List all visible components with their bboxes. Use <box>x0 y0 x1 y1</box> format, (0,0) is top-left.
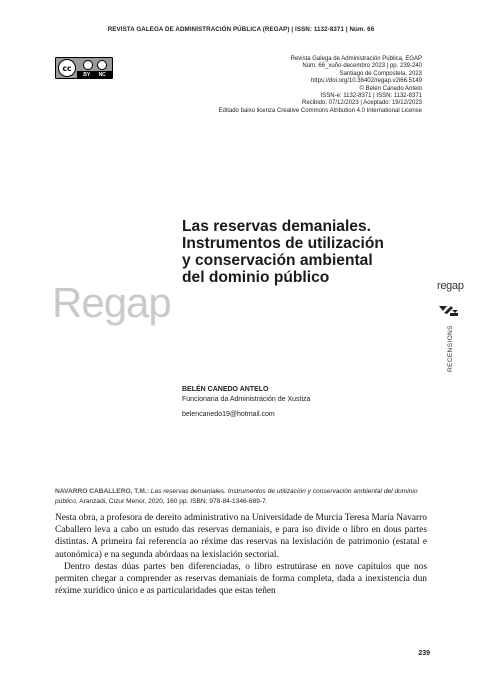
title-line: Instrumentos de utilización <box>182 235 384 252</box>
meta-doi-link[interactable]: https://doi.org/10.36402/regap.v2i66.5149 <box>310 78 422 85</box>
reference-title: Las reservas demaniales. Instrumentos de utilización y conservación ambiental del dominio público <box>55 488 418 505</box>
nc-icon <box>97 60 107 70</box>
by-icon <box>83 60 93 70</box>
meta-license: Editado baixo licenza Creative Commons Atribution 4.0 International License <box>218 107 422 114</box>
journal-header: REVISTA GALEGA DE ADMINISTRACIÓN PÚBLICA (REGAP) | ISSN: 1132-8371 | Núm. 66 <box>107 26 375 33</box>
regap-watermark-logo: Regap <box>52 279 171 326</box>
author-role: Funcionaria da Administración de Xustiza <box>182 396 311 403</box>
book-reference <box>55 487 427 506</box>
title-line: del dominio público <box>182 269 330 286</box>
egap-logo-icon <box>438 304 460 323</box>
article-metadata <box>219 56 422 115</box>
reference-author: NAVARRO CABALLERO, T.M.: <box>55 488 149 495</box>
article-body <box>55 512 427 597</box>
cc-license-badge[interactable] <box>55 57 113 79</box>
page-number: 239 <box>418 650 430 657</box>
meta-copyright: © Belén Canedo Antelo <box>359 85 422 92</box>
cc-badge-labels <box>77 71 112 78</box>
cc-by-label: BY <box>83 71 91 78</box>
title-line: y conservación ambiental <box>182 252 373 269</box>
regap-side-logo: regap <box>437 280 464 292</box>
body-paragraph: Nesta obra, a profesora de dereito administrativo na Universidade de Murcia Teresa María Navarro Caballero leva a cabo un estudo das reservas demaniais, e para iso divide o libro en dous partes distintas. A primeira fai referencia ao réxime das reservas na lexislación de patrimonio (estatal e autonómica) e na segunda abórdaas na lexislación sectorial. <box>55 513 427 560</box>
meta-issue: Núm. 66_xuño-decembro 2023 | pp. 239-240 <box>302 63 422 70</box>
author-name: BELÉN CANEDO ANTELO <box>182 386 269 393</box>
reference-publication: , Aranzadi, Cizur Menor, 2020, 160 pp. ISBN: 978-84-1346-689-7. <box>75 497 268 505</box>
title-line: Las reservas demaniales. <box>182 218 371 235</box>
meta-place: Santiago de Compostela, 2023 <box>339 70 422 77</box>
meta-issn: ISSN-e: 1132-8371 | ISSN: 1132-8371 <box>320 93 422 100</box>
article-title <box>182 218 432 286</box>
body-paragraph: Dentro destas dúas partes ben diferenciadas, o libro estrutúrase en nove capítulos que nos permiten chegar a comprender as reservas demaniais de forma completa, dada a inexistencia dun réxime xurídico único e as particularidades que estas teñen <box>55 561 427 597</box>
section-label: RECENSIONS <box>447 325 454 372</box>
meta-dates: Recibido: 07/12/2023 | Aceptado: 19/12/2023 <box>302 100 422 107</box>
cc-nc-label: NC <box>98 71 106 78</box>
cc-icon: cc <box>58 59 76 77</box>
meta-journal: Revista Galega de Administración Pública, EGAP <box>290 56 422 62</box>
author-email-link[interactable]: belencanedo19@hotmail.com <box>182 411 275 418</box>
